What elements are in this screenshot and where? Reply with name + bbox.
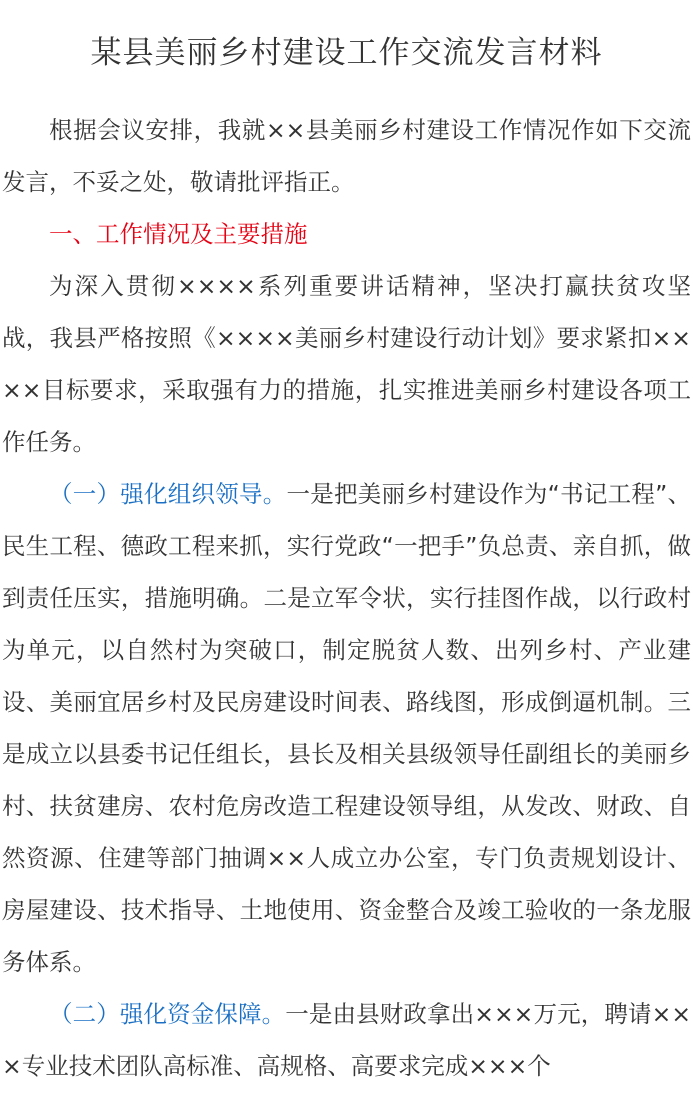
document-title: 某县美丽乡村建设工作交流发言材料: [90, 35, 603, 71]
subsection-1-text: 一是把美丽乡村建设作为“书记工程”、民生工程、德政工程来抓，实行党政“一把手”负总责、亲自抓，做到责任压实，措施明确。二是立军令状，实行挂图作战，以行政村为单元，以自然村为突破口，制定脱贫人数、出列乡村、产业建设、美丽宜居乡村及民房建设时间表、路线图，形成倒逼机制。三是成立以县委书记任组长，县长及相关县级领导任副组长的美丽乡村、扶贫建房、农村危房改造工程建设领导组，从发改、财政、自然资源、住建等部门抽调××人成立办公室，专门负责规划设计、房屋建设、技术指导、土地使用、资金整合及竣工验收的一条龙服务体系。: [2, 480, 691, 976]
subsection-2-paragraph: [2, 988, 691, 1092]
subsection-1-paragraph: [2, 468, 691, 988]
subsection-1-heading: （一）强化组织领导。: [49, 480, 287, 508]
section-1-paragraph: 为深入贯彻××××系列重要讲话精神，坚决打赢扶贫攻坚战，我县严格按照《××××美丽乡村建设行动计划》要求紧扣××××目标要求，采取强有力的措施，扎实推进美丽乡村建设各项工作任务。: [2, 272, 691, 456]
section-1-heading: 一、工作情况及主要措施: [49, 220, 308, 248]
subsection-2-text: 一是由县财政拿出×××万元，聘请×××专业技术团队高标准、高规格、高要求完成×××个: [2, 1000, 692, 1080]
subsection-2-heading: （二）强化资金保障。: [49, 1000, 286, 1028]
intro-paragraph: 根据会议安排，我就××县美丽乡村建设工作情况作如下交流发言，不妥之处，敬请批评指正。: [2, 116, 691, 196]
document-body: [0, 104, 693, 1092]
